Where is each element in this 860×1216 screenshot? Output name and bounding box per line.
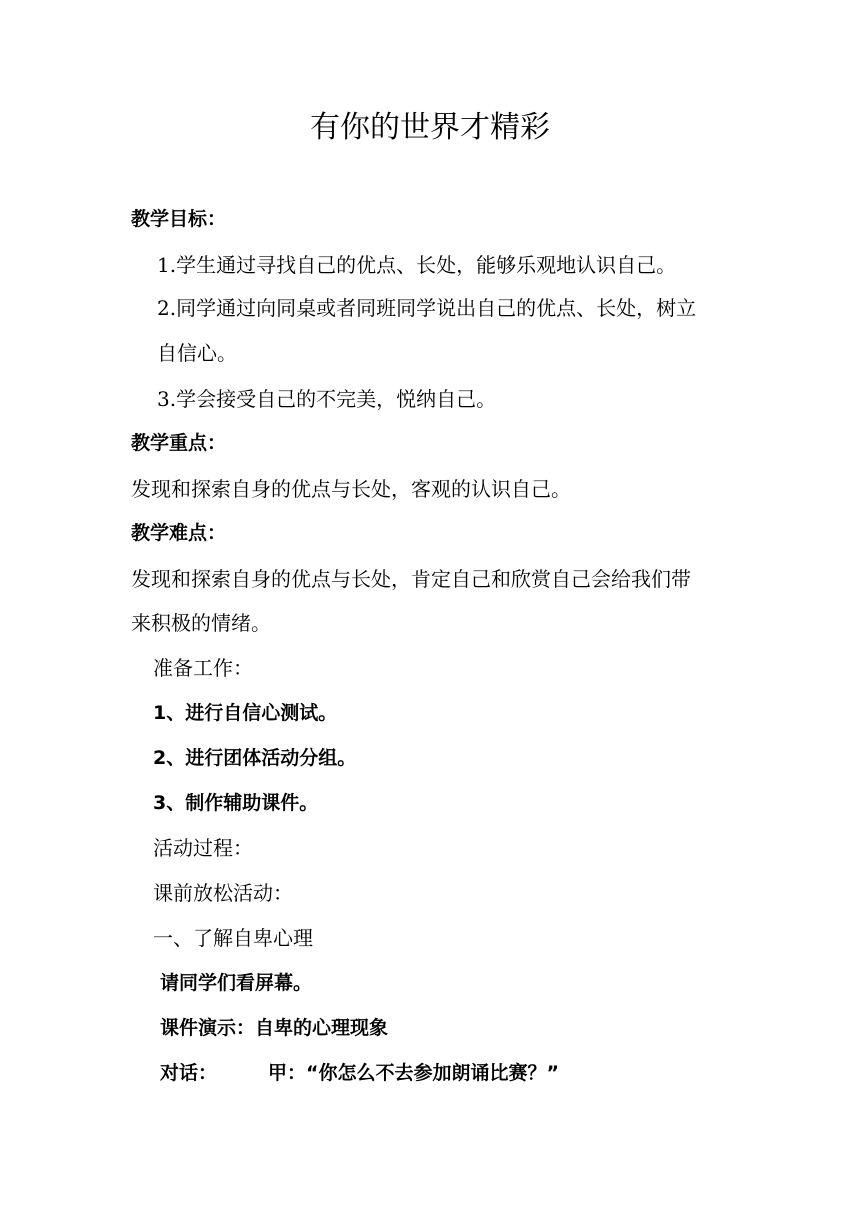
focus-text: 发现和探索自身的优点与长处，客观的认识自己。 [131,477,571,501]
instruction-text: 请同学们看屏幕。 [160,972,313,994]
dialogue-line: 甲：“你怎么不去参加朗诵比赛？” [268,1062,559,1084]
prep-heading: 准备工作： [153,656,253,680]
goal-item-3: 3.学会接受自己的不完美，悦纳自己。 [157,387,497,411]
process-heading: 活动过程： [153,836,253,860]
goals-heading: 教学目标： [131,208,227,230]
document-title: 有你的世界才精彩 [310,110,550,145]
courseware-text: 课件演示：自卑的心理现象 [160,1017,389,1039]
difficulty-text-line-1: 发现和探索自身的优点与长处，肯定自己和欣赏自己会给我们带 [131,567,691,591]
goal-item-2-continued: 自信心。 [157,341,237,365]
prep-item-3: 3、制作辅助课件。 [153,792,319,814]
prep-item-1: 1、进行自信心测试。 [153,702,338,724]
difficulty-heading: 教学难点： [131,522,227,544]
warmup-heading: 课前放松活动： [153,881,293,905]
dialogue-label: 对话： [160,1062,218,1084]
section-one-heading: 一、了解自卑心理 [153,926,313,950]
goal-item-2: 2.同学通过向同桌或者同班同学说出自己的优点、长处，树立 [157,296,697,320]
prep-item-2: 2、进行团体活动分组。 [153,747,357,769]
goal-item-1: 1.学生通过寻找自己的优点、长处，能够乐观地认识自己。 [157,253,677,277]
difficulty-text-line-2: 来积极的情绪。 [131,611,271,635]
focus-heading: 教学重点： [131,432,227,454]
